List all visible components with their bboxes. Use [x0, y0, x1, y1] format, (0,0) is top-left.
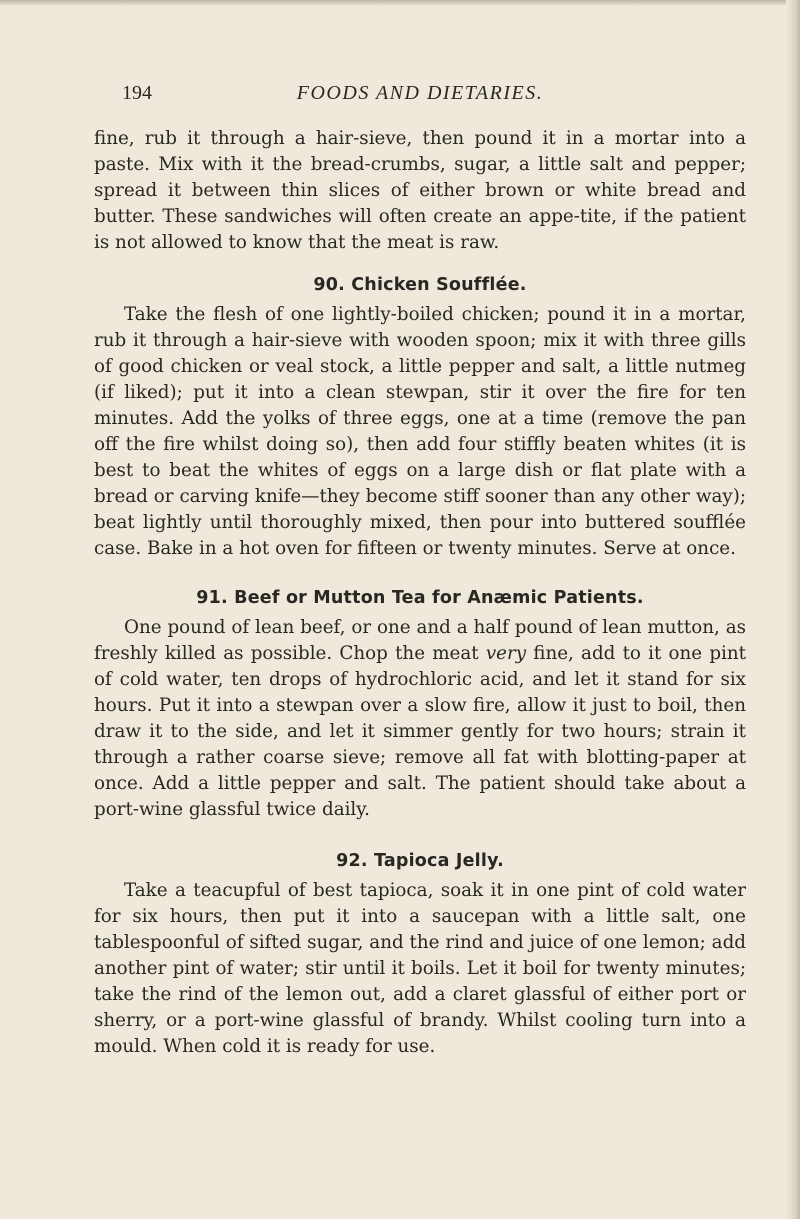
- page-right-edge: [786, 0, 800, 1219]
- page-number: 194: [122, 82, 152, 104]
- running-head: [94, 82, 746, 112]
- recipe-91-text-end: fine, add to it one pint of cold water, ten drops of hydrochloric acid, and let it stand for six hours. Put it into a stewpan over a slow fire, allow it just to boil, then draw it to the side, and let it simmer gently for two hours; strain it through a rather coarse sieve; remove all fat with blotting-paper at once. Add a little pepper and salt. The patient should take about a port-wine glassful twice daily.: [94, 643, 746, 820]
- recipe-92-heading: 92. Tapioca Jelly.: [336, 851, 504, 871]
- recipe-91-heading: 91. Beef or Mutton Tea for Anæmic Patients.: [196, 588, 644, 608]
- page-top-edge: [0, 0, 800, 6]
- running-head-title: FOODS AND DIETARIES.: [296, 82, 544, 104]
- recipe-91-text-start: One pound of lean beef, or one and a half pound of lean mutton, as freshly killed as possible. Chop the meat: [94, 617, 746, 664]
- intro-paragraph: fine, rub it through a hair-sieve, then pound it in a mortar into a paste. Mix with it the bread-crumbs, sugar, a little salt and pepper; spread it between thin slices of either brown or white bread and butter. These sandwiches will often create an appe-tite, if the patient is not allowed to know that the meat is raw.: [94, 128, 746, 253]
- book-page: [94, 82, 746, 1060]
- recipe-90-paragraph: Take the flesh of one lightly-boiled chicken; pound it in a mortar, rub it through a hair-sieve with wooden spoon; mix it with three gills of good chicken or veal stock, a little pepper and salt, a little nutmeg (if liked); put it into a clean stewpan, stir it over the fire for ten minutes. Add the yolks of three eggs, one at a time (remove the pan off the fire whilst doing so), then add four stiffly beaten whites (it is best to beat the whites of eggs on a large dish or flat plate with a bread or carving knife—they become stiff sooner than any other way); beat lightly until thoroughly mixed, then pour into buttered soufflée case. Bake in a hot oven for fifteen or twenty minutes. Serve at once.: [94, 304, 746, 559]
- recipe-91-emphasis: very: [485, 643, 527, 664]
- recipe-90-heading: 90. Chicken Soufflée.: [313, 275, 527, 295]
- recipe-92-paragraph: Take a teacupful of best tapioca, soak it in one pint of cold water for six hours, then put it into a saucepan with a little salt, one tablespoonful of sifted sugar, and the rind and juice of one lemon; add another pint of water; stir until it boils. Let it boil for twenty minutes; take the rind of the lemon out, add a claret glassful of either port or sherry, or a port-wine glassful of brandy. Whilst cooling turn into a mould. When cold it is ready for use.: [94, 880, 746, 1057]
- recipe-91-paragraph: [94, 615, 746, 823]
